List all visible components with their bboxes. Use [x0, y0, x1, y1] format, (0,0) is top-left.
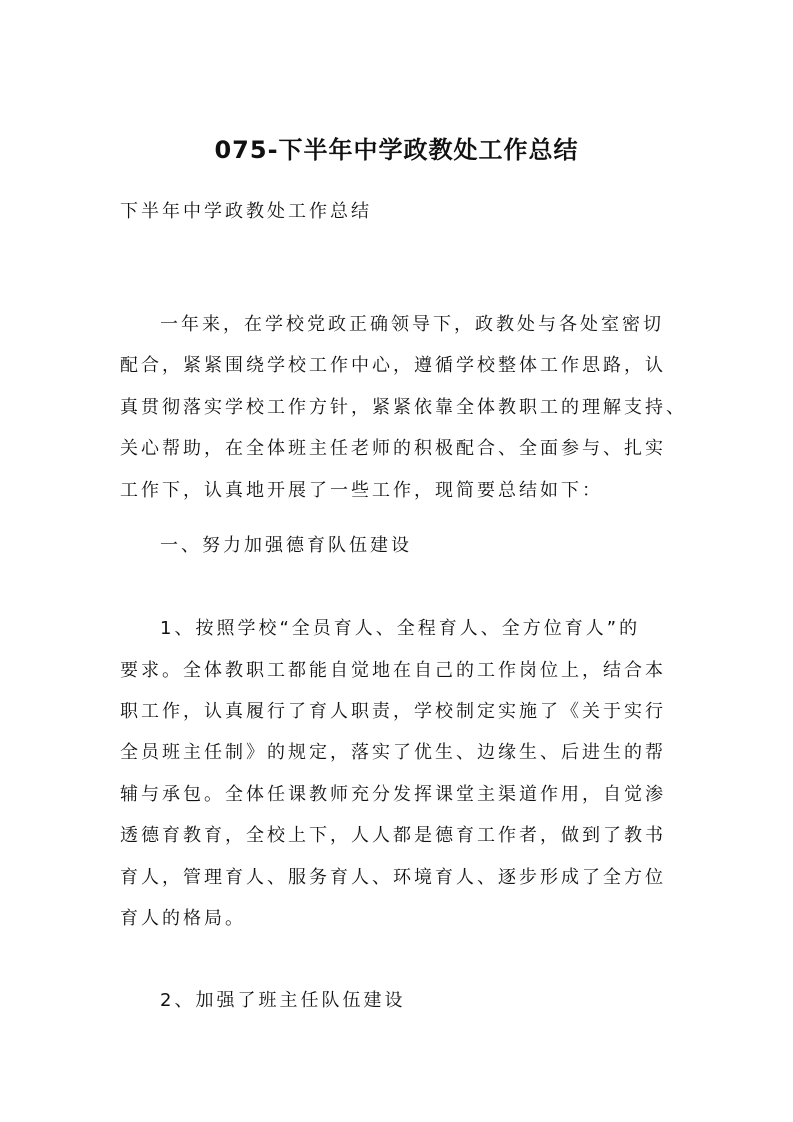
paragraph-line: 工作下，认真地开展了一些工作，现简要总结如下： [120, 480, 603, 501]
paragraph-line: 全员班主任制》的规定，落实了优生、边缘生、后进生的帮 [120, 742, 666, 763]
paragraph-line: 一年来，在学校党政正确领导下，政教处与各处室密切 [160, 314, 664, 335]
paragraph-line: 透德育教育，全校上下，人人都是德育工作者，做到了教书 [120, 825, 666, 846]
page-title: 075-下半年中学政教处工作总结 [214, 136, 579, 164]
paragraph-line: 配合，紧紧围绕学校工作中心，遵循学校整体工作思路，认 [120, 355, 666, 376]
paragraph-line: 辅与承包。全体任课教师充分发挥课堂主渠道作用，自觉渗 [120, 784, 666, 805]
section-heading: 一、努力加强德育队伍建设 [160, 535, 412, 556]
paragraph-line: 关心帮助，在全体班主任老师的积极配合、全面参与、扎实 [120, 438, 666, 459]
paragraph-line: 育人，管理育人、服务育人、环境育人、逐步形成了全方位 [120, 867, 666, 888]
paragraph-line: 要求。全体教职工都能自觉地在自己的工作岗位上，结合本 [120, 660, 666, 681]
paragraph-line: 职工作，认真履行了育人职责，学校制定实施了《关于实行 [120, 701, 666, 722]
paragraph-line: 育人的格局。 [120, 908, 246, 929]
item2-heading: 2、加强了班主任队伍建设 [160, 990, 406, 1011]
paragraph-line: 真贯彻落实学校工作方针，紧紧依靠全体教职工的理解支持、 [120, 397, 687, 418]
paragraph-line: 1、按照学校“全员育人、全程育人、全方位育人”的 [160, 618, 641, 639]
subtitle: 下半年中学政教处工作总结 [120, 201, 372, 222]
